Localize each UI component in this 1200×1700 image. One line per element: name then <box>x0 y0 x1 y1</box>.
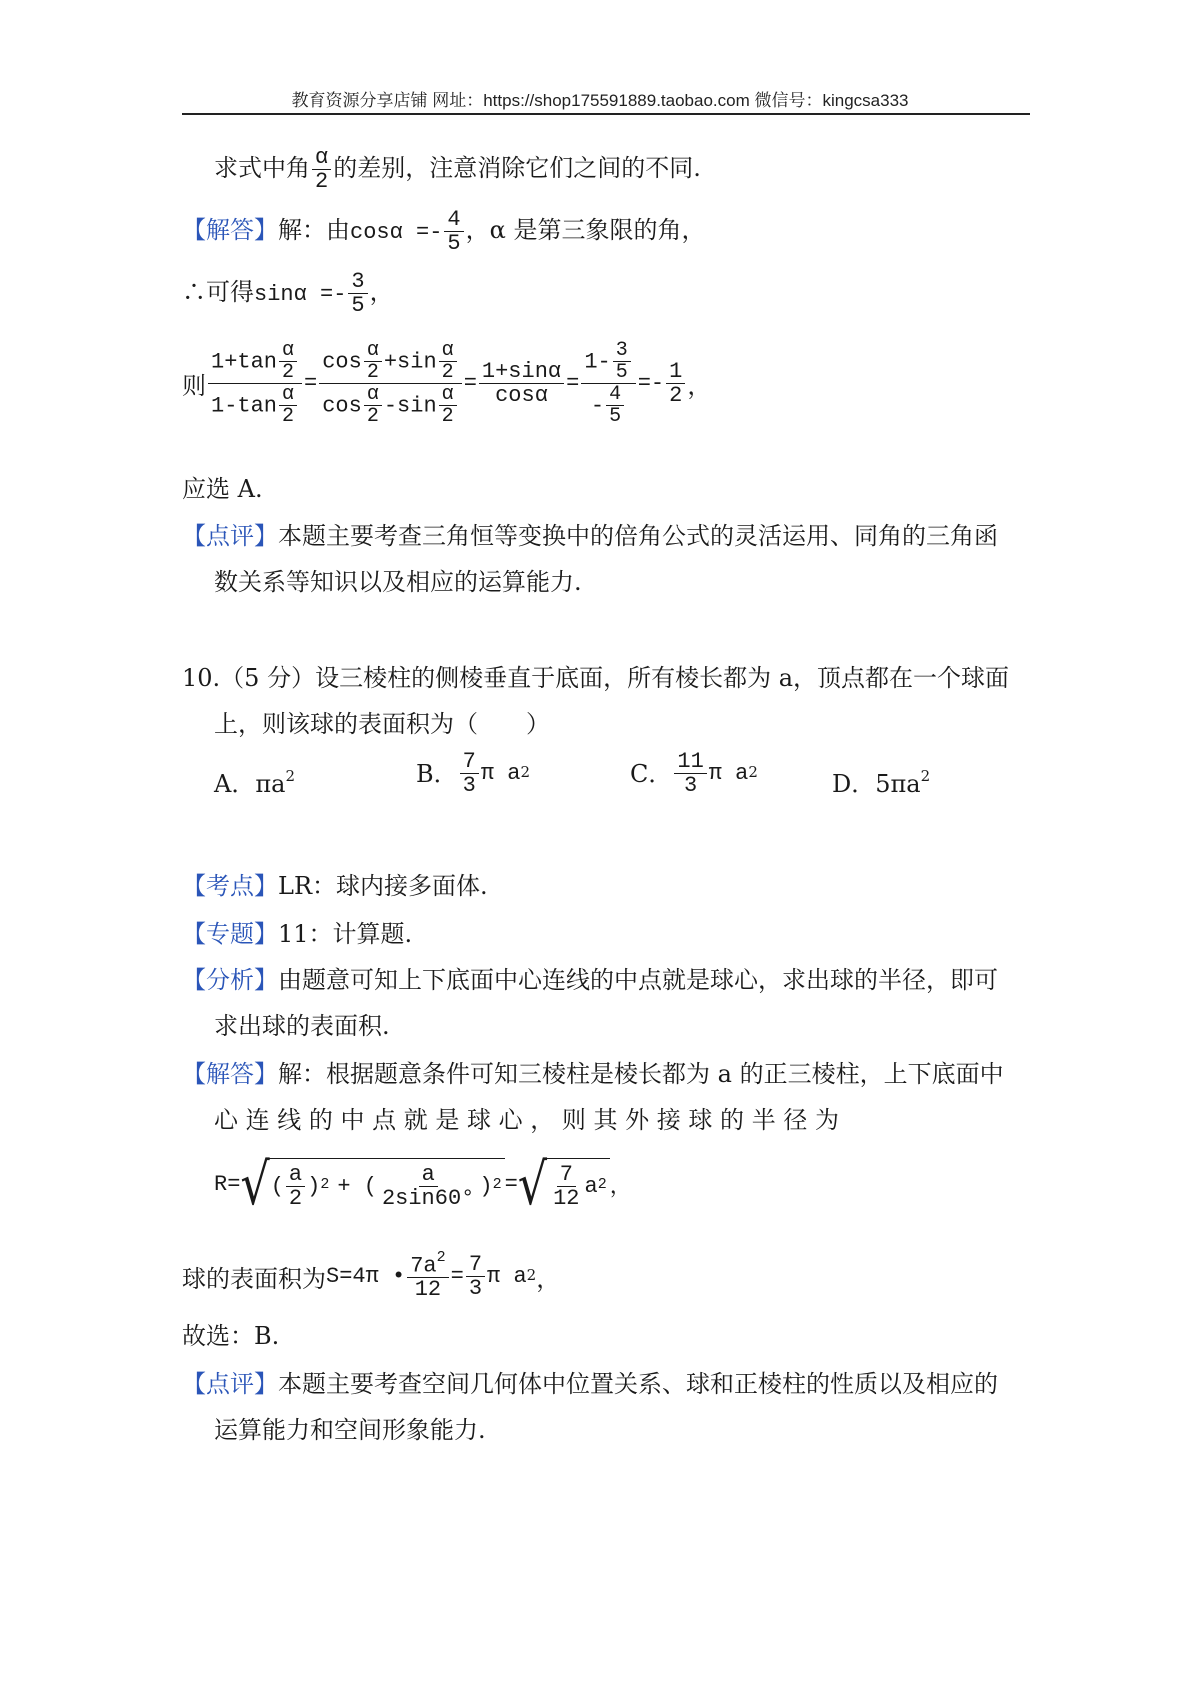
solution-line-2 <box>182 270 394 317</box>
frac-num: α <box>312 146 331 170</box>
solution-tag: 【解答】 <box>182 216 278 245</box>
zhuanti-tag: 【专题】 <box>182 920 278 948</box>
frac-den: 2 <box>315 169 329 195</box>
q10-comment-tag: 【点评】 <box>182 1370 278 1398</box>
zhuanti-line: 【专题】11：计算题. <box>182 920 413 948</box>
radius-formula: R= √ ( $\frac{a}{2}$ ) $^2$ + ( $\frac{a}{2\sin 60^\circ}$ ) $^2$ = √ $\frac{7}{12}$ a $^2$ ， <box>214 1150 632 1218</box>
frac-num: 3 <box>348 270 367 294</box>
jieda-line-1: 【解答】解：根据题意条件可知三棱柱是棱长都为 a 的正三棱柱，上下底面中 <box>182 1060 1004 1088</box>
q10-comment-line-2: 运算能力和空间形象能力. <box>214 1416 486 1444</box>
analysis-tail-pre: 求式中角 <box>214 154 310 183</box>
frac-den: 5 <box>447 231 461 257</box>
formula-frac-3: $\frac{1+\sin\alpha}{\cos\alpha}$ <box>479 360 564 407</box>
option-a: A．$\pi a^2$ <box>214 767 295 798</box>
kaodian-tag: 【考点】 <box>182 872 278 900</box>
analysis-tail <box>214 146 701 193</box>
formula-frac-2: cos $\frac{\alpha}{2}$ +sin $\frac{\alpha}{2}$ cos $\frac{\alpha}{2}$ -sin $\frac{\alpha}{2}$ <box>319 340 461 427</box>
option-b: B． $\frac{7}{3}$ π a $^2$ <box>416 749 530 799</box>
four-fifths <box>444 208 463 255</box>
alpha-over-two <box>312 146 331 193</box>
comment-tag: 【点评】 <box>182 522 278 550</box>
formula-frac-1: 1+tan $\frac{\alpha}{2}$ 1-tan $\frac{\alpha}{2}$ <box>208 340 302 427</box>
header-rule <box>182 113 1030 115</box>
comment-line-2: 数关系等知识以及相应的运算能力. <box>214 568 582 596</box>
formula-ze: 则 <box>182 372 206 400</box>
comment-text: 本题主要考查三角恒等变换中的倍角公式的灵活运用、同角的三角函 <box>278 522 998 550</box>
solution-pre: 解：由 <box>278 216 350 245</box>
jieda-tag: 【解答】 <box>182 1060 278 1088</box>
option-d: D．$5\pi a^2$ <box>832 767 931 798</box>
comment-line-1 <box>182 520 998 552</box>
fenxi-tag: 【分析】 <box>182 966 278 994</box>
three-fifths <box>348 270 367 317</box>
surface-area-formula: 球的表面积为 S=4π • $\frac{7a^2}{12}$ = $\frac{7}{3}$ π a $^2$ ， <box>182 1249 561 1303</box>
option-c: C． $\frac{11}{3}$ π a $^2$ <box>630 749 758 799</box>
question10-stem-line1: 10.（5 分）设三棱柱的侧棱垂直于底面，所有棱长都为 a，顶点都在一个球面 <box>182 664 1010 692</box>
analysis-tail-post: 的差别，注意消除它们之间的不同. <box>333 154 701 183</box>
frac-num: 4 <box>444 208 463 232</box>
solution-post: ，α 是第三象限的角， <box>465 216 706 245</box>
solution-line-1 <box>182 208 705 255</box>
page-header: 教育资源分享店铺 网址：https://shop175591889.taobao.com 微信号：kingcsa333 <box>291 91 909 110</box>
jieda-line-2: 心 连 线 的 中 点 就 是 球 心 ， 则 其 外 接 球 的 半 径 为 <box>214 1106 839 1134</box>
kaodian-line: 【考点】LR：球内接多面体. <box>182 872 488 900</box>
fenxi-line-1: 【分析】由题意可知上下底面中心连线的中点就是球心，求出球的半径，即可 <box>182 966 998 994</box>
choose-a: 应选 A. <box>182 475 263 503</box>
sin-expr: sinα =- <box>254 282 347 308</box>
question10-stem-line2: 上，则该球的表面积为（ ） <box>214 710 550 738</box>
half-angle-formula: 则 1+tan $\frac{\alpha}{2}$ 1-tan $\frac{\alpha}{2}$ = cos $\frac{\alpha}{2}$ +sin $\frac{\alpha}{2}$ cos $\frac{\alpha}{2}$ -sin $\frac{\alpha}{2}$ = $\frac{1+\sin\alpha}{\cos\alpha}$ = 1- $\frac{3}{5}$ - $\frac{4}{5}$ =- $\frac{1}{2}$ ， <box>182 339 712 428</box>
frac-den: 5 <box>351 293 365 319</box>
therefore-text: ∴可得 <box>182 278 254 307</box>
fenxi-line-2: 求出球的表面积. <box>214 1012 390 1040</box>
formula-frac-4: 1- $\frac{3}{5}$ - $\frac{4}{5}$ <box>581 340 635 427</box>
formula-result: $\frac{1}{2}$ <box>666 360 685 407</box>
comma: ， <box>369 278 394 307</box>
q10-comment-line-1: 【点评】本题主要考查空间几何体中位置关系、球和正棱柱的性质以及相应的 <box>182 1370 998 1398</box>
cos-expr: cosα =- <box>350 220 443 246</box>
choose-b: 故选：B. <box>182 1322 280 1350</box>
